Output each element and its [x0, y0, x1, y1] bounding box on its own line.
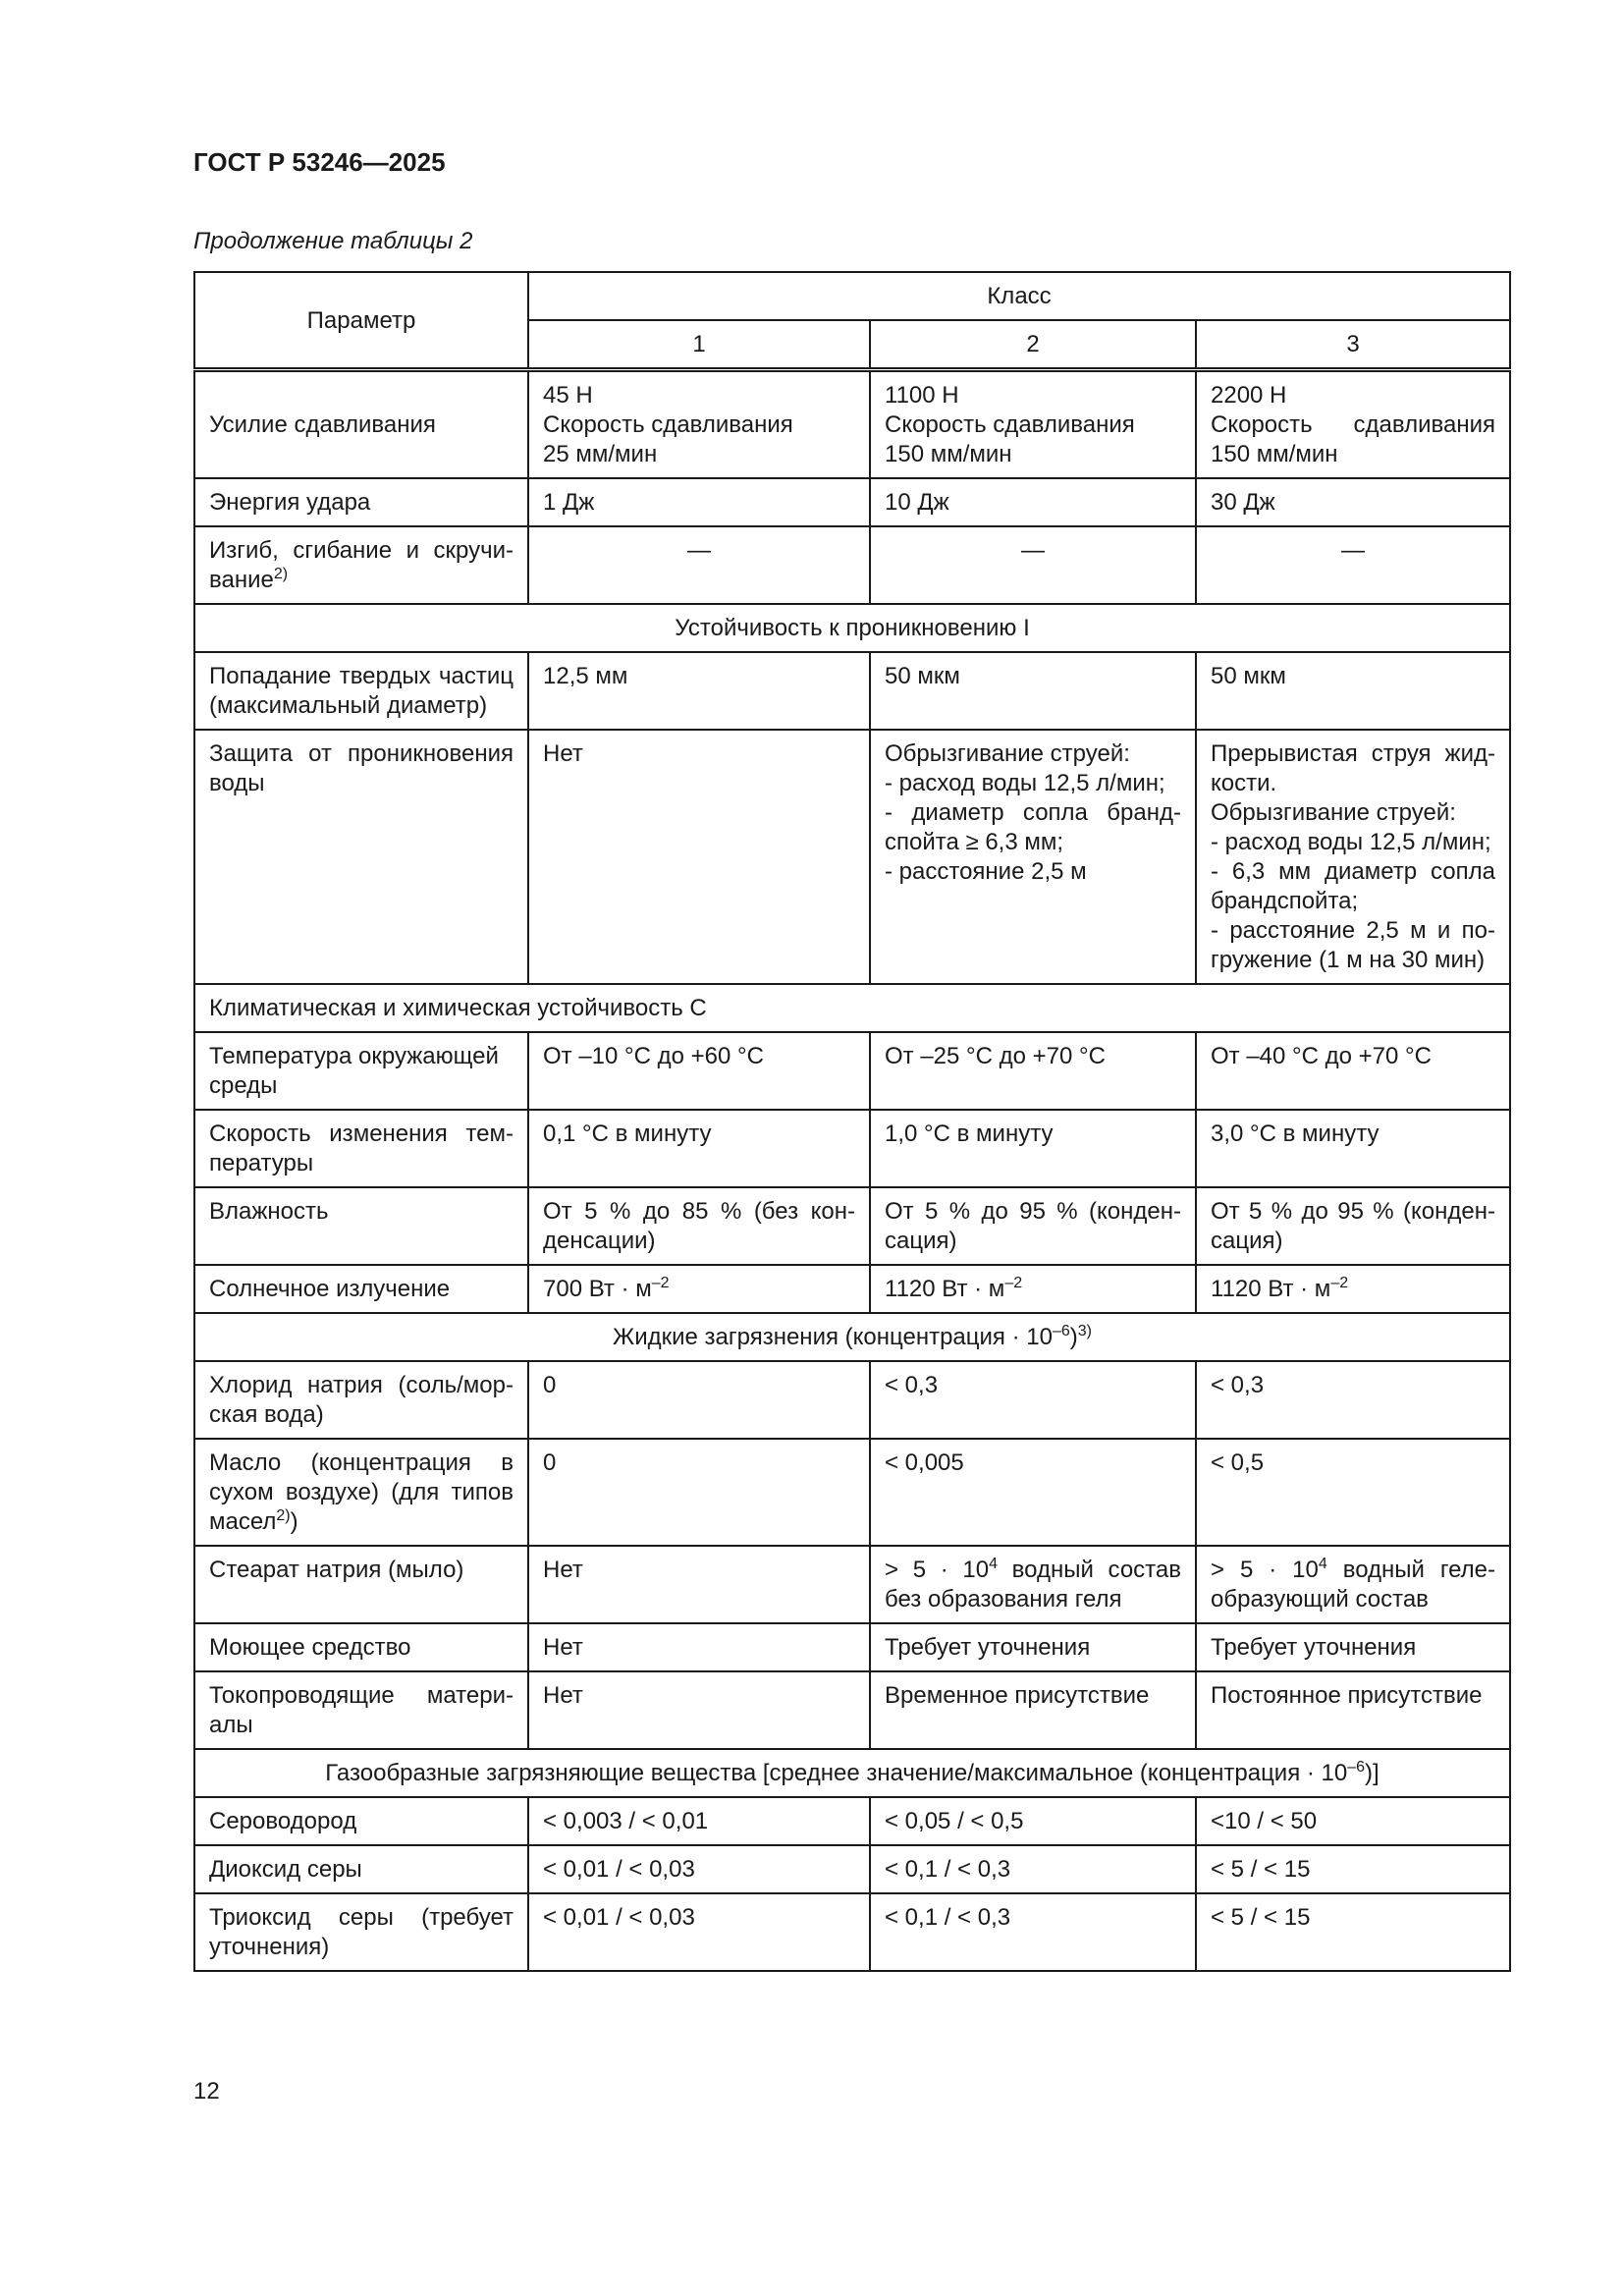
cell-class-1: Нет: [528, 1546, 870, 1623]
table-row: [194, 730, 1510, 984]
cell-class-3: < 0,5: [1196, 1439, 1510, 1546]
cell-class-2: 1,0 °С в минуту: [870, 1110, 1196, 1187]
page-number: 12: [193, 2078, 220, 2105]
cell-class-1: 12,5 мм: [528, 652, 870, 730]
cell-class-1: 0,1 °С в минуту: [528, 1110, 870, 1187]
cell-line: - расстояние 2,5 м: [885, 858, 1087, 885]
cell-class-1: < 0,01 / < 0,03: [528, 1845, 870, 1893]
cell-class-2: [870, 370, 1196, 479]
table-row: [194, 1845, 1510, 1893]
header-parameter: Параметр: [194, 272, 528, 370]
cell-class-1: [528, 370, 870, 479]
row-param: Усилие сдавливания: [194, 370, 528, 479]
cell-line: 2200 Н: [1211, 382, 1287, 409]
cell-value: > 5 · 10: [885, 1557, 990, 1583]
cell-class-3: От –40 °С до +70 °С: [1196, 1032, 1510, 1110]
section-gas: [194, 1749, 1510, 1797]
cell-class-3: <10 / < 50: [1196, 1797, 1510, 1845]
cell-line: - диаметр сопла брандспойта ≥ 6,3 мм;: [885, 799, 1181, 855]
row-param: Попадание твердых частиц (максимальный диаметр): [194, 652, 528, 730]
cell-class-2: 50 мкм: [870, 652, 1196, 730]
table-row: [194, 1265, 1510, 1313]
cell-class-3: Требует уточнения: [1196, 1623, 1510, 1671]
cell-class-3: 30 Дж: [1196, 478, 1510, 526]
cell-class-3: < 5 / < 15: [1196, 1893, 1510, 1971]
section-liquid: [194, 1313, 1510, 1361]
table-row: [194, 1893, 1510, 1971]
cell-class-1: [528, 1265, 870, 1313]
cell-class-1: Нет: [528, 1671, 870, 1749]
row-param: [194, 1439, 528, 1546]
cell-line: Скорость сдавливания: [543, 411, 793, 438]
cell-value: 1120 Вт · м: [885, 1276, 1005, 1302]
cell-class-2: Требует уточнения: [870, 1623, 1196, 1671]
row-param: Влажность: [194, 1187, 528, 1265]
cell-line: Обрызгивание струей:: [885, 740, 1130, 767]
table-row: [194, 1797, 1510, 1845]
cell-line: 1100 Н: [885, 382, 959, 409]
cell-class-1: —: [528, 526, 870, 604]
cell-line: Скорость сдавливания: [1211, 411, 1495, 438]
row-param: Солнечное излучение: [194, 1265, 528, 1313]
row-param-text: Изгиб, сгибание и скручивание: [209, 537, 514, 593]
row-param-close: ): [290, 1508, 298, 1535]
cell-value: > 5 · 10: [1211, 1557, 1319, 1583]
cell-value-rest: водный состав без образования геля: [885, 1557, 1181, 1613]
table-row: [194, 1439, 1510, 1546]
cell-class-1: 1 Дж: [528, 478, 870, 526]
cell-class-3: [1196, 1546, 1510, 1623]
cell-line: Прерывистая струя жидкости.: [1211, 740, 1495, 796]
cell-class-2: От 5 % до 95 % (конденсация): [870, 1187, 1196, 1265]
cell-class-1: 0: [528, 1361, 870, 1439]
cell-class-3: 3,0 °С в минуту: [1196, 1110, 1510, 1187]
header-class-1: 1: [528, 320, 870, 370]
cell-class-2: < 0,3: [870, 1361, 1196, 1439]
cell-line: 150 мм/мин: [885, 441, 1012, 467]
cell-line: Обрызгивание струей:: [1211, 799, 1456, 826]
document-id: ГОСТ Р 53246—2025: [193, 147, 446, 177]
cell-class-2: 10 Дж: [870, 478, 1196, 526]
row-param: Моющее средство: [194, 1623, 528, 1671]
cell-class-3: < 0,3: [1196, 1361, 1510, 1439]
cell-class-3: От 5 % до 95 % (конденсация): [1196, 1187, 1510, 1265]
row-param: Хлорид натрия (соль/морская вода): [194, 1361, 528, 1439]
cell-class-1: Нет: [528, 1623, 870, 1671]
exponent: –2: [1004, 1275, 1023, 1291]
cell-class-1: От –10 °С до +60 °С: [528, 1032, 870, 1110]
cell-class-2: < 0,1 / < 0,3: [870, 1893, 1196, 1971]
row-param: Скорость изменения температуры: [194, 1110, 528, 1187]
row-param: Энергия удара: [194, 478, 528, 526]
cell-class-3: 50 мкм: [1196, 652, 1510, 730]
row-param: Сероводород: [194, 1797, 528, 1845]
cell-line: - расстояние 2,5 м и погружение (1 м на 30 мин): [1211, 917, 1495, 973]
table-caption: Продолжение таблицы 2: [193, 228, 473, 254]
table-row: [194, 370, 1510, 479]
footnote-ref: 2): [273, 566, 289, 582]
table-row: [194, 1110, 1510, 1187]
section-row: [194, 1313, 1510, 1361]
table-row: [194, 526, 1510, 604]
cell-line: - расход воды 12,5 л/мин;: [1211, 829, 1491, 855]
classification-table: [193, 271, 1511, 1972]
table-row: [194, 1032, 1510, 1110]
section-penetration: Устойчивость к проникновению I: [194, 604, 1510, 652]
cell-line: 25 мм/мин: [543, 441, 658, 467]
section-close: ): [1069, 1324, 1078, 1350]
row-param: Диоксид серы: [194, 1845, 528, 1893]
cell-line: - 6,3 мм диаметр сопла брандспойта;: [1211, 858, 1495, 914]
row-param-text: Масло (концентрация в сухом воздухе) (для типов масел: [209, 1449, 514, 1535]
header-class-2: 2: [870, 320, 1196, 370]
cell-class-1: Нет: [528, 730, 870, 984]
cell-class-1: 0: [528, 1439, 870, 1546]
cell-class-2: < 0,1 / < 0,3: [870, 1845, 1196, 1893]
header-row-class: [194, 272, 1510, 320]
table-row: [194, 1187, 1510, 1265]
cell-value: 700 Вт · м: [543, 1276, 652, 1302]
cell-line: Скорость сдавливания: [885, 411, 1135, 438]
table-row: [194, 1671, 1510, 1749]
exponent: 4: [989, 1556, 998, 1572]
row-param: [194, 526, 528, 604]
section-text: Газообразные загрязняющие вещества [среднее значение/максимальное (концентрация · 10: [325, 1760, 1348, 1786]
exponent: –6: [1052, 1323, 1070, 1339]
header-class: Класс: [528, 272, 1510, 320]
exponent: –2: [651, 1275, 670, 1291]
cell-class-1: < 0,003 / < 0,01: [528, 1797, 870, 1845]
footnote-ref: 3): [1077, 1323, 1092, 1339]
table-row: [194, 1546, 1510, 1623]
row-param: Триоксид серы (требует уточнения): [194, 1893, 528, 1971]
exponent: –2: [1330, 1275, 1349, 1291]
cell-class-3: Постоянное присутствие: [1196, 1671, 1510, 1749]
cell-class-3: < 5 / < 15: [1196, 1845, 1510, 1893]
cell-class-2: [870, 730, 1196, 984]
cell-class-2: [870, 1546, 1196, 1623]
cell-value: 1120 Вт · м: [1211, 1276, 1331, 1302]
cell-class-1: < 0,01 / < 0,03: [528, 1893, 870, 1971]
table-row: [194, 478, 1510, 526]
row-param: Токопроводящие материалы: [194, 1671, 528, 1749]
table-row: [194, 1623, 1510, 1671]
cell-class-3: [1196, 730, 1510, 984]
cell-class-2: Временное присутствие: [870, 1671, 1196, 1749]
section-row: [194, 1749, 1510, 1797]
row-param: Температура окружающей среды: [194, 1032, 528, 1110]
cell-class-3: [1196, 370, 1510, 479]
row-param: Стеарат натрия (мыло): [194, 1546, 528, 1623]
exponent: –6: [1347, 1759, 1366, 1776]
section-climate: Климатическая и химическая устойчивость С: [194, 984, 1510, 1032]
section-row: [194, 604, 1510, 652]
cell-class-1: От 5 % до 85 % (без конденсации): [528, 1187, 870, 1265]
section-text: Жидкие загрязнения (концентрация · 10: [613, 1324, 1053, 1350]
cell-line: 45 Н: [543, 382, 593, 409]
footnote-ref: 2): [276, 1507, 291, 1524]
table-row: [194, 1361, 1510, 1439]
cell-line: - расход воды 12,5 л/мин;: [885, 770, 1165, 796]
cell-class-3: —: [1196, 526, 1510, 604]
cell-class-2: < 0,005: [870, 1439, 1196, 1546]
cell-class-2: < 0,05 / < 0,5: [870, 1797, 1196, 1845]
cell-class-2: [870, 1265, 1196, 1313]
cell-class-2: —: [870, 526, 1196, 604]
section-row: [194, 984, 1510, 1032]
row-param: Защита от проникновения воды: [194, 730, 528, 984]
exponent: 4: [1318, 1556, 1327, 1572]
table-row: [194, 652, 1510, 730]
cell-class-2: От –25 °С до +70 °С: [870, 1032, 1196, 1110]
section-close: )]: [1365, 1760, 1380, 1786]
cell-class-3: [1196, 1265, 1510, 1313]
cell-value-rest: водный гелеобразующий состав: [1211, 1557, 1495, 1613]
cell-line: 150 мм/мин: [1211, 441, 1338, 467]
header-class-3: 3: [1196, 320, 1510, 370]
